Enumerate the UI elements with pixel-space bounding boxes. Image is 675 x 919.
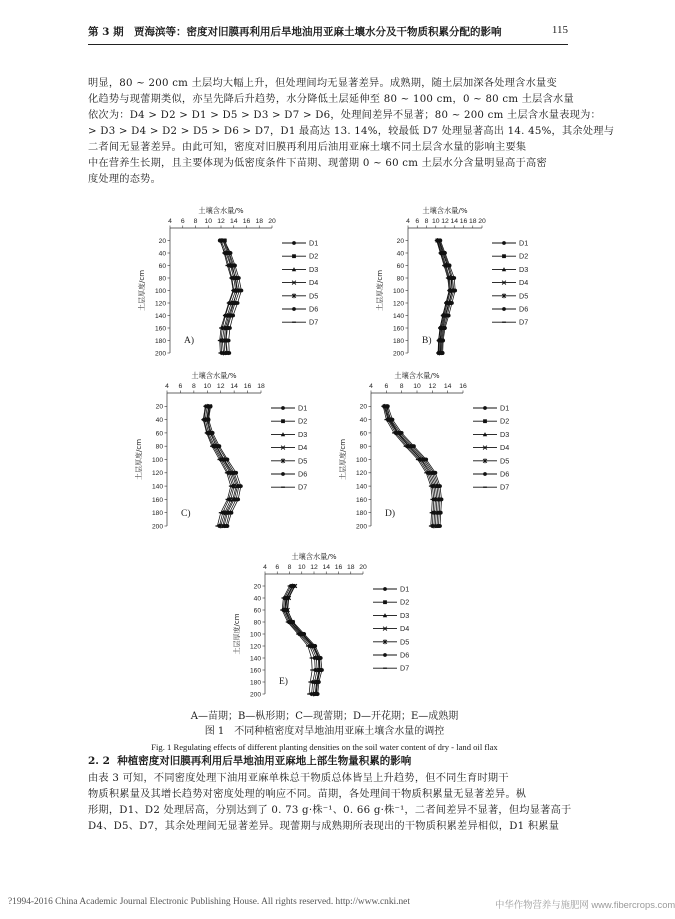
- x-tick-label: 14: [229, 218, 238, 225]
- y-tick-label: 180: [154, 337, 166, 345]
- y-axis-title: 土层厚度/cm: [339, 438, 347, 481]
- y-tick-label: 100: [392, 287, 404, 295]
- x-axis-title: 土壤含水量/%: [291, 552, 337, 561]
- y-tick-label: 160: [249, 667, 261, 675]
- x-tick-label: 18: [257, 383, 265, 390]
- legend-label-d5: D5: [309, 291, 319, 301]
- x-tick-label: 6: [275, 564, 280, 571]
- y-tick-label: 40: [396, 250, 404, 258]
- legend-label-d7: D7: [500, 482, 510, 492]
- x-axis-title: 土壤含水量/%: [198, 206, 244, 215]
- copyright-footer: ?1994-2016 China Academic Journal Electronic Publishing House. All rights reserved. http://www.cnki.net: [8, 897, 410, 907]
- y-tick-label: 20: [158, 237, 166, 245]
- y-tick-label: 140: [249, 655, 261, 663]
- y-axis-title: 土层厚度/cm: [233, 613, 241, 655]
- y-tick-label: 160: [355, 496, 367, 504]
- legend-label-d6: D6: [400, 650, 410, 660]
- panel-label: A): [184, 336, 195, 346]
- x-tick-label: 16: [242, 218, 251, 225]
- x-tick-label: 12: [216, 383, 225, 390]
- figure-caption-english: Fig. 1 Regulating effects of different planting densities on the soil water content of dry - land oil flax: [151, 742, 498, 752]
- y-axis-title: 土层厚度/cm: [135, 438, 143, 481]
- legend-label-d5: D5: [400, 637, 410, 647]
- section-title: 种植密度对旧膜再利用后旱地油用亚麻地上部生物量积累的影响: [117, 755, 412, 767]
- x-tick-label: 10: [203, 383, 212, 390]
- x-tick-label: 4: [406, 218, 410, 225]
- x-tick-label: 18: [255, 218, 264, 225]
- legend-marker-d1: [281, 406, 285, 410]
- y-tick-label: 140: [154, 312, 166, 320]
- y-tick-label: 80: [158, 275, 166, 283]
- y-tick-label: 120: [392, 300, 404, 308]
- x-tick-label: 6: [384, 383, 389, 390]
- running-title: 贾海滨等：密度对旧膜再利用后旱地油用亚麻土壤水分及干物质积累分配的影响: [134, 26, 502, 38]
- x-tick-label: 20: [478, 218, 486, 225]
- y-tick-label: 200: [355, 523, 367, 531]
- watermark-text: 中华作物营养与施肥网 www.fibercrops.com: [495, 899, 675, 910]
- text-line: 依次为：D4 > D2 > D1 > D5 > D3 > D7 > D6，处理间差异不显著；80 ~ 200 cm 土层含水量表现为：: [88, 110, 601, 121]
- y-tick-label: 200: [392, 350, 404, 358]
- x-tick-label: 8: [399, 383, 404, 390]
- y-tick-label: 160: [392, 325, 404, 333]
- y-tick-label: 180: [151, 510, 163, 518]
- x-tick-label: 20: [359, 564, 367, 571]
- text-line: > D3 > D4 > D2 > D5 > D6 > D7，D1 最高达 13. 14%，较最低 D7 处理显著高出 14. 45%，其余处理与: [88, 126, 615, 137]
- legend-marker-d2: [383, 600, 387, 604]
- legend-label-d7: D7: [519, 317, 529, 327]
- y-tick-label: 20: [253, 583, 261, 591]
- y-tick-label: 160: [151, 496, 163, 504]
- y-tick-label: 60: [253, 607, 261, 615]
- legend-marker-d2: [483, 419, 487, 423]
- section-number: 2. 2: [88, 755, 110, 767]
- legend-label-d5: D5: [298, 456, 308, 466]
- x-tick-label: 16: [459, 218, 468, 225]
- legend-label-d2: D2: [519, 251, 529, 261]
- x-axis-title: 土壤含水量/%: [422, 206, 468, 215]
- y-tick-label: 200: [154, 350, 166, 358]
- x-tick-label: 12: [310, 564, 318, 571]
- legend-label-d6: D6: [309, 304, 319, 314]
- y-tick-label: 40: [359, 417, 367, 424]
- y-tick-label: 40: [158, 250, 166, 258]
- legend-marker-d2: [502, 254, 506, 258]
- legend-label-d5: D5: [500, 456, 510, 466]
- x-tick-label: 12: [217, 218, 225, 225]
- y-tick-label: 80: [253, 619, 261, 627]
- x-axis-title: 土壤含水量/%: [394, 371, 440, 380]
- y-tick-label: 100: [154, 287, 166, 295]
- legend-label-d1: D1: [500, 403, 510, 413]
- text-line: 度处理的态势。: [88, 174, 162, 185]
- y-tick-label: 140: [392, 312, 404, 320]
- x-tick-label: 4: [168, 218, 172, 225]
- legend-marker-d1: [292, 241, 296, 245]
- series-line-d5: [285, 586, 317, 694]
- x-tick-label: 14: [443, 383, 452, 390]
- x-tick-label: 6: [178, 383, 183, 390]
- panel-label: B): [422, 336, 432, 346]
- legend-marker-d6: [292, 307, 296, 311]
- text-line: 形期，D1、D2 处理居高，分别达到了 0. 73 g·株⁻¹、0. 66 g·株⁻¹，二者间差异不显著，但均显著高于: [88, 805, 572, 816]
- legend-label-d5: D5: [519, 291, 529, 301]
- legend-label-d7: D7: [400, 663, 410, 673]
- legend-label-d1: D1: [298, 403, 308, 413]
- y-tick-label: 60: [158, 262, 166, 270]
- x-tick-label: 16: [459, 383, 467, 390]
- series-line-d4: [288, 586, 320, 694]
- legend-label-d3: D3: [519, 264, 529, 274]
- x-tick-label: 8: [424, 218, 429, 225]
- legend-label-d1: D1: [400, 584, 410, 594]
- legend-label-d4: D4: [400, 624, 410, 634]
- y-tick-label: 100: [355, 456, 367, 464]
- x-tick-label: 4: [369, 383, 373, 390]
- legend-label-d2: D2: [400, 597, 410, 607]
- x-tick-label: 14: [450, 218, 459, 225]
- legend-label-d7: D7: [298, 482, 308, 492]
- y-tick-label: 80: [396, 275, 404, 283]
- y-tick-label: 180: [249, 679, 261, 687]
- y-tick-label: 40: [155, 417, 163, 424]
- legend-label-d2: D2: [500, 416, 510, 426]
- y-tick-label: 120: [355, 470, 367, 478]
- y-tick-label: 20: [359, 403, 367, 411]
- x-tick-label: 12: [428, 383, 437, 390]
- legend-marker-d1: [502, 241, 506, 245]
- y-tick-label: 200: [249, 691, 261, 699]
- y-tick-label: 140: [151, 483, 163, 491]
- page-number: 115: [551, 24, 568, 36]
- x-tick-label: 4: [165, 383, 169, 390]
- figure-caption: 图 1 不同种植密度对旱地油用亚麻土壤含水量的调控: [204, 726, 445, 737]
- x-tick-label: 10: [297, 564, 306, 571]
- x-axis-title: 土壤含水量/%: [191, 371, 237, 380]
- legend-marker-d6: [383, 653, 387, 657]
- legend-label-d4: D4: [519, 278, 529, 288]
- x-tick-label: 6: [415, 218, 420, 225]
- text-line: 物质积累量及其增长趋势对密度处理的响应不同。苗期，各处理间干物质积累量无显著差异。枞: [88, 789, 527, 800]
- legend-marker-d6: [281, 472, 285, 476]
- y-tick-label: 200: [151, 523, 163, 531]
- legend-marker-d1: [483, 406, 487, 410]
- legend-label-d1: D1: [309, 238, 319, 248]
- legend-label-d6: D6: [500, 469, 510, 479]
- y-tick-label: 120: [151, 470, 163, 478]
- legend-label-d3: D3: [500, 429, 510, 439]
- y-tick-label: 20: [396, 237, 404, 245]
- y-axis-title: 土层厚度/cm: [376, 269, 384, 312]
- text-line: 明显，80 ~ 200 cm 土层均大幅上升，但处理间均无显著差异。成熟期，随土层加深各处理含水量变: [88, 78, 557, 89]
- legend-label-d4: D4: [309, 278, 319, 288]
- legend-label-d1: D1: [519, 238, 529, 248]
- x-tick-label: 12: [441, 218, 449, 225]
- x-tick-label: 20: [268, 218, 276, 225]
- x-tick-label: 10: [204, 218, 213, 225]
- legend-label-d4: D4: [500, 443, 510, 453]
- x-tick-label: 18: [346, 564, 355, 571]
- legend-marker-d6: [483, 472, 487, 476]
- legend-label-d7: D7: [309, 317, 319, 327]
- y-tick-label: 60: [155, 430, 163, 438]
- y-tick-label: 100: [151, 456, 163, 464]
- legend-label-d4: D4: [298, 443, 308, 453]
- y-tick-label: 180: [392, 337, 404, 345]
- text-line: 二者间无显著差异。由此可知，密度对旧膜再利用后油用亚麻土壤不同土层含水量的影响主要集: [88, 142, 527, 153]
- legend-label-d2: D2: [298, 416, 308, 426]
- text-line: 由表 3 可知，不同密度处理下油用亚麻单株总干物质总体皆呈上升趋势，但不同生育时期干: [88, 773, 509, 784]
- y-tick-label: 160: [154, 325, 166, 333]
- section-heading: [88, 753, 411, 768]
- x-tick-label: 14: [322, 564, 331, 571]
- issue-number: 第 3 期: [88, 26, 124, 38]
- x-tick-label: 10: [431, 218, 440, 225]
- legend-marker-d1: [383, 587, 387, 591]
- panel-label: E): [279, 677, 288, 687]
- y-tick-label: 120: [154, 300, 166, 308]
- y-axis-title: 土层厚度/cm: [138, 269, 146, 312]
- x-tick-label: 8: [287, 564, 292, 571]
- legend-marker-d2: [281, 419, 285, 423]
- y-tick-label: 60: [359, 430, 367, 438]
- legend-label-d6: D6: [519, 304, 529, 314]
- text-line: D4、D5、D7，其余处理间无显著差异。现蕾期与成熟期所表现出的干物质积累差异相似，D1 积累量: [88, 821, 560, 832]
- y-tick-label: 180: [355, 510, 367, 518]
- x-tick-label: 6: [180, 218, 185, 225]
- text-line: 化趋势与现蕾期类似，亦呈先降后升趋势，水分降低土层延伸至 80 ~ 100 cm，0 ~ 80 cm 土层含水量: [88, 94, 574, 105]
- y-tick-label: 40: [253, 595, 261, 603]
- text-line: 中在营养生长期，且主要体现为低密度条件下苗期、现蕾期 0 ~ 60 cm 土层水分含量明显高于高密: [88, 158, 547, 169]
- figure-key: A—苗期；B—枞形期；C—现蕾期；D—开花期；E—成熟期: [190, 711, 459, 722]
- legend-label-d6: D6: [298, 469, 308, 479]
- panel-label: D): [385, 509, 396, 519]
- legend-label-d3: D3: [298, 429, 308, 439]
- x-tick-label: 16: [334, 564, 343, 571]
- x-tick-label: 4: [263, 564, 267, 571]
- legend-label-d2: D2: [309, 251, 319, 261]
- y-tick-label: 60: [396, 262, 404, 270]
- legend-label-d3: D3: [400, 610, 410, 620]
- x-tick-label: 16: [243, 383, 252, 390]
- panel-label: C): [181, 509, 191, 519]
- x-tick-label: 8: [193, 218, 198, 225]
- y-tick-label: 120: [249, 643, 261, 651]
- x-tick-label: 18: [468, 218, 477, 225]
- y-tick-label: 80: [359, 443, 367, 451]
- y-tick-label: 100: [249, 631, 261, 639]
- y-tick-label: 140: [355, 483, 367, 491]
- x-tick-label: 8: [191, 383, 196, 390]
- x-tick-label: 10: [413, 383, 421, 390]
- legend-marker-d6: [502, 307, 506, 311]
- y-tick-label: 20: [155, 403, 163, 411]
- legend-marker-d2: [292, 254, 296, 258]
- series-line-d3: [207, 406, 238, 526]
- y-tick-label: 80: [155, 443, 163, 451]
- x-tick-label: 14: [230, 383, 238, 390]
- legend-label-d3: D3: [309, 264, 319, 274]
